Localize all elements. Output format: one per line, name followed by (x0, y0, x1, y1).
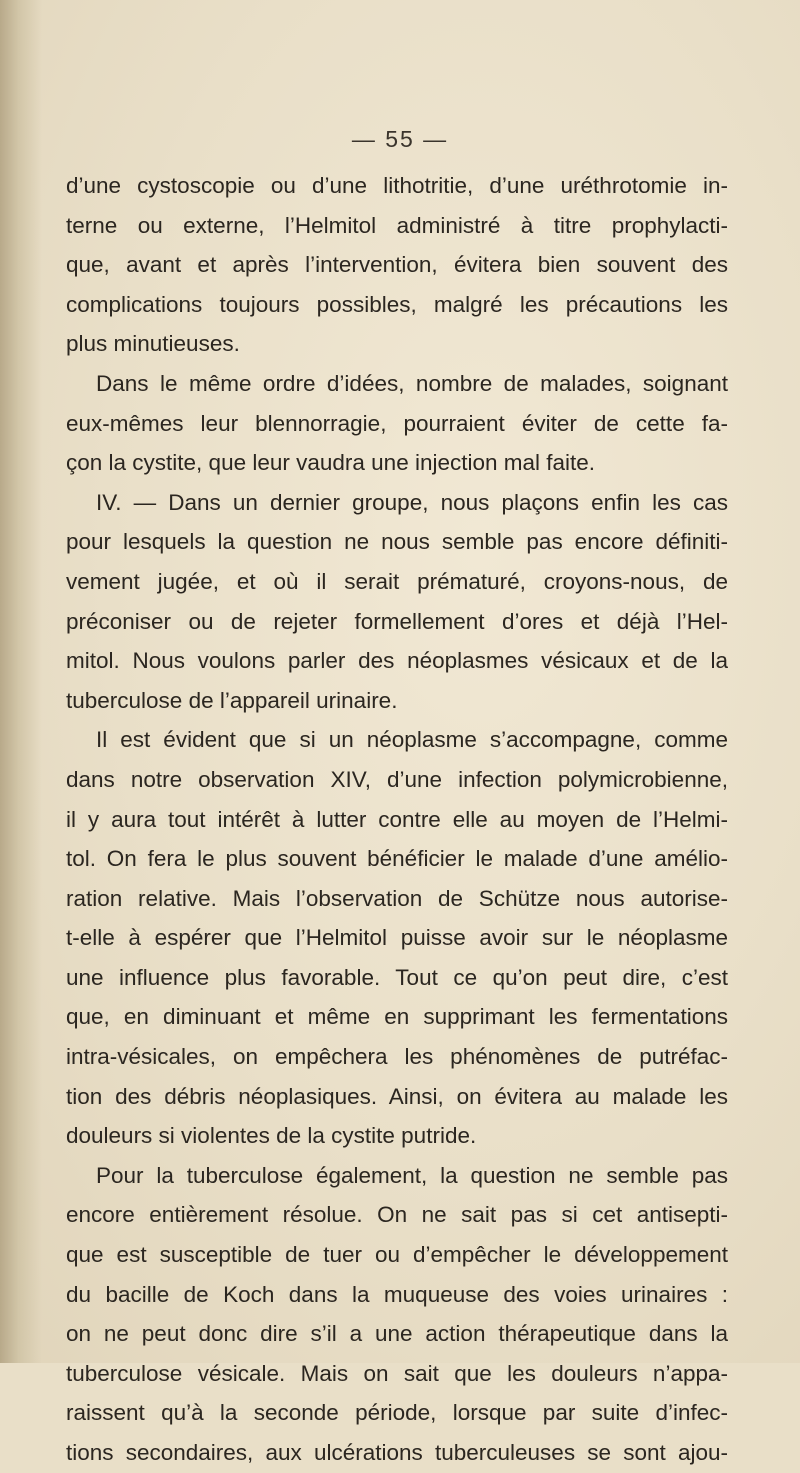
text-line: tuberculose vésicale. Mais on sait que les douleurs n’appa- (66, 1360, 728, 1386)
text-line: dans notre observation XIV, d’une infection polymicrobienne, (66, 766, 728, 792)
text-line: il y aura tout intérêt à lutter contre elle au moyen de l’Helmi- (66, 806, 728, 832)
text-line: çon la cystite, que leur vaudra une injection mal faite. (66, 450, 596, 476)
text-line: t-elle à espérer que l’Helmitol puisse avoir sur le néoplasme (66, 925, 728, 951)
text-line: mitol. Nous voulons parler des néoplasmes vésicaux et de la (66, 648, 728, 674)
text-line: que, avant et après l’intervention, évitera bien souvent des (66, 252, 728, 278)
text-line: tions secondaires, aux ulcérations tuberculeuses se sont ajou- (66, 1440, 728, 1465)
text-line: plus minutieuses. (66, 331, 240, 357)
text-line: Pour la tuberculose également, la question ne semble pas (96, 1162, 728, 1188)
text-line: ration relative. Mais l’observation de Schütze nous autorise- (66, 885, 728, 911)
text-line: encore entièrement résolue. On ne sait pas si cet antisepti- (66, 1202, 728, 1228)
text-line: tol. On fera le plus souvent bénéficier le malade d’une amélio- (66, 846, 728, 872)
text-line: d’une cystoscopie ou d’une lithotritie, d’une uréthrotomie in- (66, 173, 728, 198)
text-line: douleurs si violentes de la cystite putride. (66, 1123, 477, 1149)
text-line: que est susceptible de tuer ou d’empêcher le développement (66, 1242, 728, 1268)
spine-shadow (0, 0, 42, 1363)
text-line: intra-vésicales, on empêchera les phénomènes de putréfac- (66, 1044, 728, 1070)
text-line: on ne peut donc dire s’il a une action thérapeutique dans la (66, 1321, 728, 1347)
text-line: complications toujours possibles, malgré les précautions les (66, 291, 728, 317)
text-line: préconiser ou de rejeter formellement d’ores et déjà l’Hel- (66, 608, 728, 634)
text-line: raissent qu’à la seconde période, lorsque par suite d’infec- (66, 1400, 728, 1426)
page-number: — 55 — (351, 126, 449, 152)
text-line: vement jugée, et où il serait prématuré, croyons-nous, de (66, 568, 728, 594)
text-line: IV. — Dans un dernier groupe, nous plaçons enfin les cas (96, 489, 728, 515)
text-line: une influence plus favorable. Tout ce qu’on peut dire, c’est (66, 964, 728, 990)
text-line: tion des débris néoplasiques. Ainsi, on évitera au malade les (66, 1083, 728, 1109)
text-line: du bacille de Koch dans la muqueuse des voies urinaires : (66, 1281, 728, 1307)
body-text (66, 166, 728, 1473)
text-line: que, en diminuant et même en supprimant les fermentations (66, 1004, 728, 1030)
text-line: eux-mêmes leur blennorragie, pourraient éviter de cette fa- (66, 410, 728, 436)
text-line: Dans le même ordre d’idées, nombre de malades, soignant (96, 370, 728, 396)
text-line: tuberculose de l’appareil urinaire. (66, 687, 398, 713)
text-line: pour lesquels la question ne nous semble pas encore définiti- (66, 529, 728, 555)
text-line: Il est évident que si un néoplasme s’accompagne, comme (96, 727, 728, 753)
text-line: terne ou externe, l’Helmitol administré à titre prophylacti- (66, 212, 728, 238)
